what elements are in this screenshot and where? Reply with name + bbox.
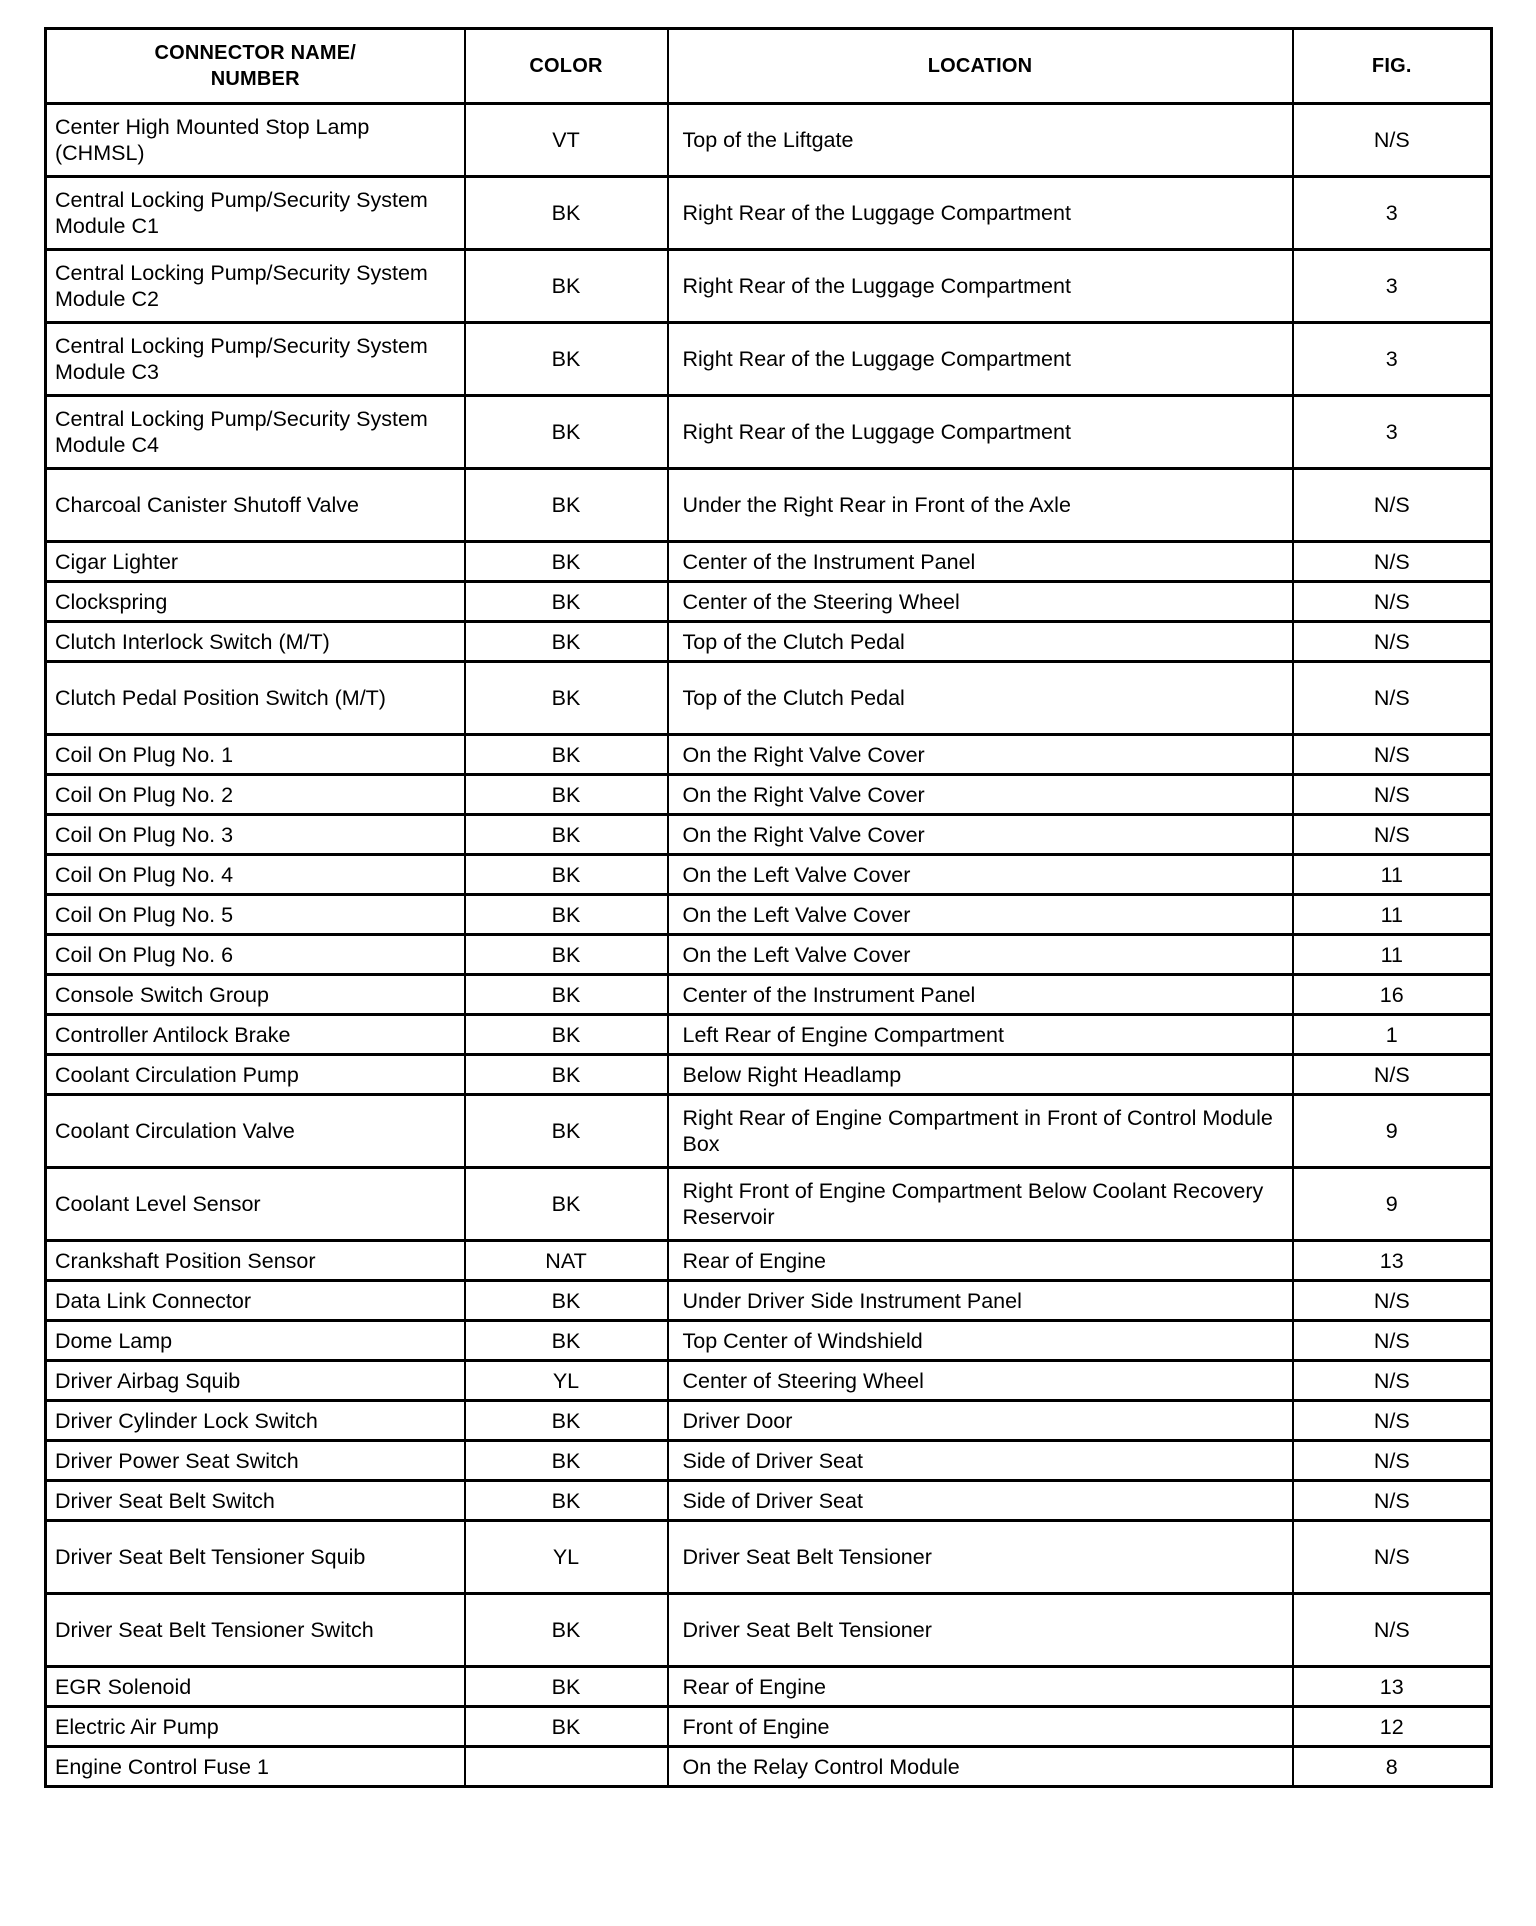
table-row [46, 975, 1492, 1015]
connector-name-cell: EGR Solenoid [46, 1667, 465, 1707]
table-row [46, 323, 1492, 396]
table-row [46, 1168, 1492, 1241]
connector-name-cell: Electric Air Pump [46, 1707, 465, 1747]
color-cell: BK [465, 1321, 668, 1361]
connector-name-cell: Coolant Circulation Pump [46, 1055, 465, 1095]
table-row [46, 1481, 1492, 1521]
table-row [46, 396, 1492, 469]
fig-cell: N/S [1293, 775, 1492, 815]
location-cell: On the Left Valve Cover [668, 935, 1293, 975]
connector-name-cell: Clutch Pedal Position Switch (M/T) [46, 662, 465, 735]
color-cell: BK [465, 250, 668, 323]
fig-cell: 16 [1293, 975, 1492, 1015]
connector-name-cell: Driver Seat Belt Tensioner Squib [46, 1521, 465, 1594]
connector-name-cell: Dome Lamp [46, 1321, 465, 1361]
color-cell: BK [465, 323, 668, 396]
color-cell: BK [465, 1095, 668, 1168]
fig-cell: 13 [1293, 1241, 1492, 1281]
color-cell: BK [465, 1667, 668, 1707]
color-cell: BK [465, 935, 668, 975]
color-cell: NAT [465, 1241, 668, 1281]
location-cell: On the Left Valve Cover [668, 895, 1293, 935]
color-cell: BK [465, 396, 668, 469]
location-cell: Right Rear of the Luggage Compartment [668, 250, 1293, 323]
fig-cell: N/S [1293, 1361, 1492, 1401]
fig-cell: 3 [1293, 250, 1492, 323]
connector-name-cell: Driver Seat Belt Tensioner Switch [46, 1594, 465, 1667]
fig-cell: N/S [1293, 662, 1492, 735]
table-row [46, 177, 1492, 250]
fig-cell: N/S [1293, 542, 1492, 582]
table-header [46, 29, 1492, 104]
header-connector-name-line2: NUMBER [210, 68, 300, 90]
location-cell: On the Right Valve Cover [668, 815, 1293, 855]
connector-name-cell: Center High Mounted Stop Lamp (CHMSL) [46, 104, 465, 177]
connector-name-cell: Clockspring [46, 582, 465, 622]
connector-name-cell: Engine Control Fuse 1 [46, 1747, 465, 1787]
table-row [46, 104, 1492, 177]
location-cell: On the Right Valve Cover [668, 735, 1293, 775]
fig-cell: N/S [1293, 1481, 1492, 1521]
location-cell: Right Rear of the Luggage Compartment [668, 396, 1293, 469]
fig-cell: 11 [1293, 855, 1492, 895]
table-row [46, 1281, 1492, 1321]
color-cell: BK [465, 582, 668, 622]
table-row [46, 1441, 1492, 1481]
color-cell: VT [465, 104, 668, 177]
connector-name-cell: Coil On Plug No. 1 [46, 735, 465, 775]
location-cell: Top of the Liftgate [668, 104, 1293, 177]
location-cell: Side of Driver Seat [668, 1441, 1293, 1481]
table-row [46, 1361, 1492, 1401]
connector-name-cell: Coolant Circulation Valve [46, 1095, 465, 1168]
fig-cell: 11 [1293, 895, 1492, 935]
color-cell: BK [465, 975, 668, 1015]
location-cell: Rear of Engine [668, 1241, 1293, 1281]
location-cell: On the Relay Control Module [668, 1747, 1293, 1787]
connector-name-cell: Coil On Plug No. 3 [46, 815, 465, 855]
table-row [46, 735, 1492, 775]
color-cell: BK [465, 542, 668, 582]
color-cell: BK [465, 1481, 668, 1521]
table-row [46, 1095, 1492, 1168]
fig-cell: N/S [1293, 1055, 1492, 1095]
connector-name-cell: Crankshaft Position Sensor [46, 1241, 465, 1281]
location-cell: Top Center of Windshield [668, 1321, 1293, 1361]
connector-name-cell: Driver Airbag Squib [46, 1361, 465, 1401]
connector-name-cell: Coil On Plug No. 6 [46, 935, 465, 975]
color-cell: BK [465, 1055, 668, 1095]
connector-name-cell: Charcoal Canister Shutoff Valve [46, 469, 465, 542]
location-cell: On the Left Valve Cover [668, 855, 1293, 895]
location-cell: Top of the Clutch Pedal [668, 622, 1293, 662]
location-cell: Driver Seat Belt Tensioner [668, 1521, 1293, 1594]
table-row [46, 662, 1492, 735]
table-row [46, 1015, 1492, 1055]
connector-name-cell: Cigar Lighter [46, 542, 465, 582]
header-connector-name [46, 29, 465, 104]
fig-cell: N/S [1293, 104, 1492, 177]
table-row [46, 895, 1492, 935]
fig-cell: 13 [1293, 1667, 1492, 1707]
connector-name-cell: Coil On Plug No. 5 [46, 895, 465, 935]
header-fig: FIG. [1293, 29, 1492, 104]
table-row [46, 1747, 1492, 1787]
location-cell: Under Driver Side Instrument Panel [668, 1281, 1293, 1321]
fig-cell: N/S [1293, 1281, 1492, 1321]
table-row [46, 1667, 1492, 1707]
location-cell: Center of the Instrument Panel [668, 975, 1293, 1015]
color-cell: BK [465, 1168, 668, 1241]
fig-cell: N/S [1293, 1594, 1492, 1667]
connector-name-cell: Clutch Interlock Switch (M/T) [46, 622, 465, 662]
header-connector-name-line1: CONNECTOR NAME/ [154, 42, 357, 64]
connector-name-cell: Central Locking Pump/Security System Module C2 [46, 250, 465, 323]
table-row [46, 1401, 1492, 1441]
location-cell: Driver Seat Belt Tensioner [668, 1594, 1293, 1667]
fig-cell: 11 [1293, 935, 1492, 975]
fig-cell: N/S [1293, 1401, 1492, 1441]
table-row [46, 1241, 1492, 1281]
table-row [46, 775, 1492, 815]
color-cell [465, 1747, 668, 1787]
fig-cell: 3 [1293, 396, 1492, 469]
table-row [46, 1521, 1492, 1594]
table-row [46, 622, 1492, 662]
fig-cell: 3 [1293, 177, 1492, 250]
location-cell: On the Right Valve Cover [668, 775, 1293, 815]
table-row [46, 815, 1492, 855]
fig-cell: 9 [1293, 1095, 1492, 1168]
table-row [46, 469, 1492, 542]
color-cell: BK [465, 1594, 668, 1667]
connector-name-cell: Central Locking Pump/Security System Module C1 [46, 177, 465, 250]
fig-cell: 12 [1293, 1707, 1492, 1747]
color-cell: BK [465, 775, 668, 815]
fig-cell: N/S [1293, 1521, 1492, 1594]
color-cell: BK [465, 1441, 668, 1481]
fig-cell: N/S [1293, 815, 1492, 855]
fig-cell: N/S [1293, 1321, 1492, 1361]
color-cell: YL [465, 1361, 668, 1401]
connector-table-container [44, 27, 1490, 1788]
color-cell: BK [465, 469, 668, 542]
location-cell: Center of Steering Wheel [668, 1361, 1293, 1401]
header-location: LOCATION [668, 29, 1293, 104]
fig-cell: 9 [1293, 1168, 1492, 1241]
fig-cell: 1 [1293, 1015, 1492, 1055]
color-cell: BK [465, 815, 668, 855]
location-cell: Under the Right Rear in Front of the Axle [668, 469, 1293, 542]
location-cell: Right Front of Engine Compartment Below Coolant Recovery Reservoir [668, 1168, 1293, 1241]
color-cell: BK [465, 1015, 668, 1055]
location-cell: Front of Engine [668, 1707, 1293, 1747]
table-row [46, 1055, 1492, 1095]
table-row [46, 582, 1492, 622]
location-cell: Side of Driver Seat [668, 1481, 1293, 1521]
color-cell: BK [465, 735, 668, 775]
connector-name-cell: Driver Power Seat Switch [46, 1441, 465, 1481]
table-row [46, 935, 1492, 975]
header-row [46, 29, 1492, 104]
connector-name-cell: Coil On Plug No. 2 [46, 775, 465, 815]
table-row [46, 1707, 1492, 1747]
connector-name-cell: Console Switch Group [46, 975, 465, 1015]
color-cell: BK [465, 1401, 668, 1441]
color-cell: YL [465, 1521, 668, 1594]
location-cell: Below Right Headlamp [668, 1055, 1293, 1095]
table-row [46, 542, 1492, 582]
location-cell: Rear of Engine [668, 1667, 1293, 1707]
color-cell: BK [465, 855, 668, 895]
connector-name-cell: Driver Cylinder Lock Switch [46, 1401, 465, 1441]
connector-name-cell: Data Link Connector [46, 1281, 465, 1321]
connector-name-cell: Coolant Level Sensor [46, 1168, 465, 1241]
location-cell: Right Rear of the Luggage Compartment [668, 323, 1293, 396]
connector-name-cell: Controller Antilock Brake [46, 1015, 465, 1055]
location-cell: Center of the Instrument Panel [668, 542, 1293, 582]
connector-name-cell: Driver Seat Belt Switch [46, 1481, 465, 1521]
color-cell: BK [465, 662, 668, 735]
color-cell: BK [465, 177, 668, 250]
location-cell: Right Rear of Engine Compartment in Front of Control Module Box [668, 1095, 1293, 1168]
connector-name-cell: Central Locking Pump/Security System Module C3 [46, 323, 465, 396]
table-body [46, 104, 1492, 1787]
table-row [46, 250, 1492, 323]
connector-name-cell: Central Locking Pump/Security System Module C4 [46, 396, 465, 469]
fig-cell: N/S [1293, 582, 1492, 622]
fig-cell: N/S [1293, 469, 1492, 542]
connector-name-cell: Coil On Plug No. 4 [46, 855, 465, 895]
color-cell: BK [465, 622, 668, 662]
location-cell: Left Rear of Engine Compartment [668, 1015, 1293, 1055]
table-row [46, 1594, 1492, 1667]
table-row [46, 855, 1492, 895]
location-cell: Right Rear of the Luggage Compartment [668, 177, 1293, 250]
color-cell: BK [465, 895, 668, 935]
location-cell: Top of the Clutch Pedal [668, 662, 1293, 735]
location-cell: Driver Door [668, 1401, 1293, 1441]
location-cell: Center of the Steering Wheel [668, 582, 1293, 622]
fig-cell: N/S [1293, 735, 1492, 775]
color-cell: BK [465, 1281, 668, 1321]
fig-cell: N/S [1293, 1441, 1492, 1481]
table-row [46, 1321, 1492, 1361]
fig-cell: 8 [1293, 1747, 1492, 1787]
fig-cell: 3 [1293, 323, 1492, 396]
connector-location-table [44, 27, 1493, 1788]
header-color: COLOR [465, 29, 668, 104]
fig-cell: N/S [1293, 622, 1492, 662]
color-cell: BK [465, 1707, 668, 1747]
